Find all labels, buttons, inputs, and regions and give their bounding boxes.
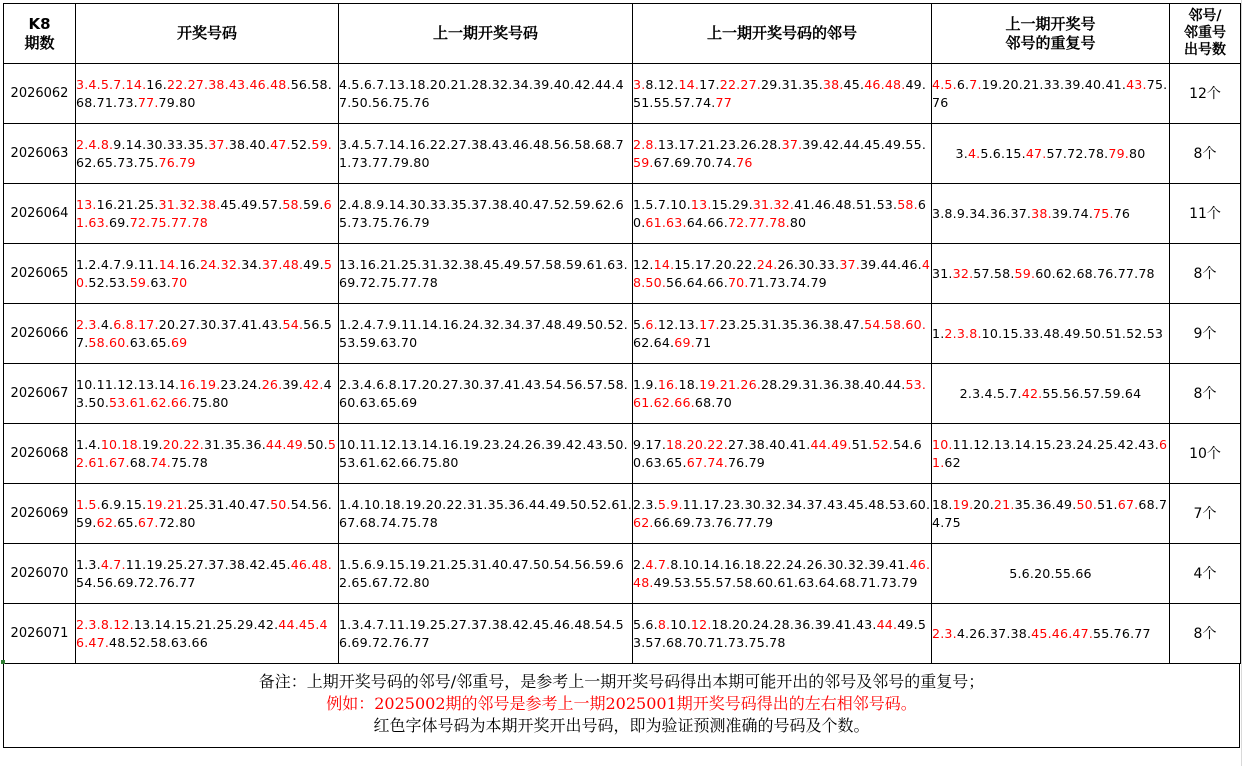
number-text: 20.	[973, 496, 994, 512]
number-text: 31.	[932, 265, 953, 281]
number-text: 75.80	[191, 394, 229, 410]
hit-number: 1.5.	[76, 496, 101, 512]
number-text: 31.35.36.	[204, 436, 266, 452]
hit-number: 8.	[657, 616, 671, 632]
number-text: 62.64.	[633, 334, 675, 350]
number-text: 4.	[100, 316, 114, 332]
hit-number: 52.	[872, 436, 893, 452]
number-text: 60.62.68.76.77.78	[1035, 265, 1155, 281]
hit-number: 22.27.38.43.46.48.	[166, 76, 291, 92]
number-text: 15.29.	[711, 196, 753, 212]
number-text: 41.46.48.51.53.	[794, 196, 898, 212]
number-text: 64.66.	[686, 214, 728, 230]
number-text: 29.31.35.	[761, 76, 823, 92]
hit-number: 54.	[282, 316, 304, 332]
draw-numbers	[76, 604, 339, 664]
hit-number: 32.	[952, 265, 974, 281]
hit-number: 13.	[76, 196, 97, 212]
number-text: 1.3.	[76, 556, 101, 572]
hit-number: 53.61.62.66.	[109, 394, 192, 410]
table-row	[4, 364, 1241, 424]
neighbor-numbers	[633, 244, 932, 304]
draw-numbers	[76, 364, 339, 424]
hit-number: 16.	[657, 376, 679, 392]
number-text: 54.60.63.65.	[633, 436, 922, 470]
number-text: 51.	[851, 436, 873, 452]
number-text: 57.58.	[973, 265, 1015, 281]
table-row	[4, 544, 1241, 604]
draw-numbers	[76, 124, 339, 184]
hit-number: 67.	[1117, 496, 1139, 512]
hit-number: 2.3.	[932, 625, 957, 641]
header-previous-draw: 上一期开奖号码	[339, 4, 633, 64]
number-text: 50.	[307, 436, 328, 452]
number-text: 5.	[633, 316, 646, 332]
neighbor-numbers	[633, 364, 932, 424]
header-hit-count: 邻号/ 邻重号 出号数	[1170, 4, 1241, 64]
issue-number: 2026064	[4, 184, 76, 244]
number-text: 8.10.14.16.18.22.24.26.30.32.39.41.	[670, 556, 910, 572]
number-text: 39.44.46.	[859, 256, 922, 272]
number-text: 1.	[932, 325, 945, 341]
hit-number: 26.	[261, 376, 283, 392]
draw-numbers	[76, 184, 339, 244]
issue-number: 2026065	[4, 244, 76, 304]
number-text: 11.19.25.27.37.38.42.45.	[125, 556, 291, 572]
number-text: 49.53.55.57.58.60.61.63.64.68.71.73.79	[653, 574, 918, 590]
number-text: 65.	[117, 514, 138, 530]
header-previous-neighbors: 上一期开奖号码的邻号	[633, 4, 932, 64]
notes-box	[3, 663, 1240, 748]
hit-number: 18.20.22.	[666, 436, 728, 452]
hit-number: 44.	[876, 616, 898, 632]
hit-number: 79.	[1108, 145, 1130, 161]
issue-number: 2026071	[4, 604, 76, 664]
number-text: 80	[1129, 145, 1146, 161]
number-text: 52.	[290, 136, 312, 152]
number-text: 5.6.15.	[980, 145, 1026, 161]
hit-count: 8个	[1170, 364, 1241, 424]
header-row	[4, 4, 1241, 64]
hit-number: 52.61.67.	[76, 436, 337, 470]
header-neighbor-repeats: 上一期开奖号 邻号的重复号	[932, 4, 1170, 64]
number-text: 43.50.	[76, 376, 332, 410]
hit-number: 20.22.	[162, 436, 205, 452]
number-text: 6.9.15.	[100, 496, 147, 512]
number-text: 39.42.44.45.49.55.	[802, 136, 927, 152]
hit-number: 21.	[993, 496, 1015, 512]
hit-number: 6.	[645, 316, 658, 332]
number-text: 18.20.24.28.36.39.41.43.	[711, 616, 877, 632]
neighbor-repeat-numbers	[932, 244, 1170, 304]
previous-draw-numbers: 1.4.10.18.19.20.22.31.35.36.44.49.50.52.61.67.68.74.75.78	[339, 484, 633, 544]
hit-number: 22.27.	[719, 76, 762, 92]
issue-number: 2026063	[4, 124, 76, 184]
number-text: 12.13.	[657, 316, 700, 332]
number-text: 20.27.30.37.41.43.	[158, 316, 283, 332]
hit-number: 59.	[311, 136, 333, 152]
hit-number: 72.75.77.78	[129, 214, 208, 230]
number-text: 5.6.	[633, 616, 658, 632]
number-text: 68.70	[694, 394, 732, 410]
number-text: 56.58.68.71.73.	[76, 76, 332, 110]
number-text: 72.80	[158, 514, 196, 530]
neighbor-numbers	[633, 424, 932, 484]
issue-number: 2026068	[4, 424, 76, 484]
number-text: 2.3.4.5.7.	[959, 385, 1022, 401]
number-text: 48.52.58.63.66	[109, 634, 208, 650]
table-row	[4, 424, 1241, 484]
number-text: 49.53.57.68.70.71.73.75.78	[633, 616, 927, 650]
neighbor-numbers	[633, 184, 932, 244]
hit-count: 10个	[1170, 424, 1241, 484]
number-text: 2.3.	[633, 496, 658, 512]
number-text: 17.	[699, 76, 720, 92]
hit-number: 14.	[158, 256, 180, 272]
number-text: 80	[789, 214, 807, 230]
number-text: 62.65.73.75.	[76, 154, 159, 170]
hit-number: 38.	[822, 76, 844, 92]
hit-count: 11个	[1170, 184, 1241, 244]
hit-number: 42.	[1021, 385, 1043, 401]
previous-draw-numbers: 4.5.6.7.13.18.20.21.28.32.34.39.40.42.44.47.50.56.75.76	[339, 64, 633, 124]
hit-count: 9个	[1170, 304, 1241, 364]
number-text: 56.64.66.	[666, 274, 728, 290]
number-text: 60.	[633, 196, 927, 230]
table-row	[4, 244, 1241, 304]
hit-number: 58.	[897, 196, 918, 212]
neighbor-numbers	[633, 544, 932, 604]
issue-number: 2026067	[4, 364, 76, 424]
draw-numbers	[76, 304, 339, 364]
hit-count: 7个	[1170, 484, 1241, 544]
number-text: 10.	[670, 616, 691, 632]
number-text: 63.	[150, 274, 171, 290]
hit-number: 4.5.	[932, 76, 957, 92]
neighbor-numbers	[633, 124, 932, 184]
hit-number: 43.	[1126, 76, 1147, 92]
neighbor-numbers	[633, 484, 932, 544]
neighbor-repeat-numbers	[932, 64, 1170, 124]
number-text: 8.12.	[645, 76, 679, 92]
number-text: 1.4.	[76, 436, 101, 452]
hit-number: 45.46.47.	[1031, 625, 1094, 641]
previous-draw-numbers: 2.3.4.6.8.17.20.27.30.37.41.43.54.56.57.58.60.63.65.69	[339, 364, 633, 424]
hit-number: 62.	[633, 514, 654, 530]
neighbor-repeat-numbers	[932, 184, 1170, 244]
hit-number: 10.18.	[100, 436, 143, 452]
number-text: 5.6.20.55.66	[1009, 565, 1092, 581]
hit-number: 53.61.62.66.	[633, 376, 927, 410]
number-text: 9.14.30.33.35.	[113, 136, 209, 152]
hit-number: 24.	[756, 256, 778, 272]
hit-number: 62.	[96, 514, 118, 530]
number-text: 23.24.	[220, 376, 262, 392]
hit-number: 2.3.	[76, 316, 101, 332]
number-text: 54.56.59.	[76, 496, 332, 530]
hit-number: 50.	[76, 256, 333, 290]
hit-number: 4.7.	[645, 556, 671, 572]
hit-number: 47.	[1025, 145, 1047, 161]
neighbor-repeat-numbers	[932, 364, 1170, 424]
number-text: 52.53.	[88, 274, 130, 290]
hit-number: 61.63.	[645, 214, 687, 230]
hit-number: 54.58.60.	[864, 316, 927, 332]
number-text: 19.20.21.33.39.40.41.	[981, 76, 1127, 92]
hit-number: 3.	[633, 76, 646, 92]
hit-number: 67.74.	[686, 454, 728, 470]
number-text: 68.	[129, 454, 151, 470]
header-issue: K8 期数	[4, 4, 76, 64]
number-text: 15.17.20.22.	[674, 256, 757, 272]
table-row	[4, 64, 1241, 124]
hit-number: 75.	[1093, 205, 1114, 221]
hit-number: 37.	[208, 136, 229, 152]
hit-number: 46.48.	[864, 76, 906, 92]
neighbor-repeat-numbers	[932, 484, 1170, 544]
hit-count: 12个	[1170, 64, 1241, 124]
previous-draw-numbers: 1.3.4.7.11.19.25.27.37.38.42.45.46.48.54.56.69.72.76.77	[339, 604, 633, 664]
issue-number: 2026069	[4, 484, 76, 544]
number-text: 45.	[843, 76, 865, 92]
number-text: 55.76.77	[1093, 625, 1151, 641]
number-text: 1.5.7.10.	[633, 196, 691, 212]
number-text: 26.30.33.	[777, 256, 840, 272]
hit-number: 69.	[674, 334, 695, 350]
table-row	[4, 604, 1241, 664]
number-text: 56.57.	[76, 316, 332, 350]
hit-number: 38.	[1031, 205, 1052, 221]
hit-number: 77	[715, 94, 732, 110]
number-text: 51.	[1097, 496, 1118, 512]
cell-corner-marker	[1, 660, 5, 664]
hit-number: 61.63.	[76, 196, 332, 230]
draw-numbers	[76, 64, 339, 124]
number-text: 49.	[303, 256, 324, 272]
previous-draw-numbers: 10.11.12.13.14.16.19.23.24.26.39.42.43.50.53.61.62.66.75.80	[339, 424, 633, 484]
hit-number: 44.49.	[265, 436, 308, 452]
number-text: 11.17.23.30.32.34.37.43.45.48.53.60.	[682, 496, 931, 512]
number-text: 11.12.13.14.15.23.24.25.42.43.	[952, 436, 1159, 452]
hit-number: 37.48.	[261, 256, 304, 272]
previous-draw-numbers: 2.4.8.9.14.30.33.35.37.38.40.47.52.59.62.65.73.75.76.79	[339, 184, 633, 244]
hit-number: 58.60.	[88, 334, 130, 350]
draw-numbers	[76, 544, 339, 604]
number-text: 76.79	[727, 454, 766, 470]
hit-number: 74.	[150, 454, 171, 470]
hit-number: 16.19.	[179, 376, 221, 392]
hit-number: 50.	[270, 496, 291, 512]
hit-number: 6.8.17.	[113, 316, 159, 332]
number-text: 62	[944, 454, 961, 470]
hit-count: 8个	[1170, 604, 1241, 664]
number-text: 18.	[932, 496, 953, 512]
hit-number: 76	[736, 154, 753, 170]
number-text: 54.56.69.72.76.77	[76, 574, 196, 590]
hit-number: 47.	[270, 136, 291, 152]
number-text: 75.78	[170, 454, 209, 470]
number-text: 28.29.31.36.38.40.44.	[761, 376, 906, 392]
hit-number: 50.	[1076, 496, 1098, 512]
number-text: 6.	[956, 76, 970, 92]
number-text: 71.73.74.79	[748, 274, 827, 290]
hit-number: 59.	[1014, 265, 1036, 281]
hit-number: 13.	[690, 196, 712, 212]
neighbor-repeat-numbers	[932, 124, 1170, 184]
note-line-1: 备注：上期开奖号码的邻号/邻重号，是参考上一期开奖号码得出本期可能开出的邻号及邻号的重复号；	[258, 672, 985, 691]
hit-number: 19.	[952, 496, 974, 512]
number-text: 66.69.73.76.77.79	[653, 514, 774, 530]
number-text: 10.15.33.48.49.50.51.52.53	[981, 325, 1164, 341]
number-text: 3.8.9.34.36.37.	[932, 205, 1032, 221]
hit-number: 59.	[633, 154, 654, 170]
hit-number: 69	[170, 334, 188, 350]
number-text: 35.36.49.	[1014, 496, 1077, 512]
hit-number: 4.7.	[100, 556, 126, 572]
number-text: 1.2.4.7.9.11.	[76, 256, 159, 272]
hit-number: 44.45.46.47.	[76, 616, 328, 650]
lottery-neighbor-table	[3, 3, 1241, 664]
hit-number: 17.	[699, 316, 720, 332]
hit-number: 42.	[302, 376, 324, 392]
neighbor-repeat-numbers	[932, 424, 1170, 484]
neighbor-repeat-numbers	[932, 604, 1170, 664]
hit-number: 2.3.8.12.	[76, 616, 134, 632]
number-text: 34.	[241, 256, 262, 272]
hit-number: 76.79	[158, 154, 196, 170]
number-text: 1.9.	[633, 376, 658, 392]
hit-count: 8个	[1170, 244, 1241, 304]
hit-number: 5.9.	[657, 496, 683, 512]
hit-number: 61.	[932, 436, 1168, 470]
table-row	[4, 304, 1241, 364]
number-text: 39.	[282, 376, 303, 392]
hit-number: 72.77.78.	[727, 214, 790, 230]
neighbor-numbers	[633, 304, 932, 364]
issue-number: 2026062	[4, 64, 76, 124]
number-text: 23.25.31.35.36.38.47.	[719, 316, 865, 332]
number-text: 18.	[678, 376, 700, 392]
hit-number: 70.	[727, 274, 749, 290]
hit-count: 4个	[1170, 544, 1241, 604]
hit-count: 8个	[1170, 124, 1241, 184]
number-text: 57.72.78.	[1046, 145, 1109, 161]
number-text: 79.80	[158, 94, 196, 110]
hit-number: 67.	[137, 514, 159, 530]
hit-number: 24.32.	[200, 256, 242, 272]
number-text: 10.11.12.13.14.	[76, 376, 180, 392]
hit-number: 31.32.	[752, 196, 795, 212]
previous-draw-numbers: 1.5.6.9.15.19.21.25.31.40.47.50.54.56.59.62.65.67.72.80	[339, 544, 633, 604]
previous-draw-numbers: 1.2.4.7.9.11.14.16.24.32.34.37.48.49.50.52.53.59.63.70	[339, 304, 633, 364]
hit-number: 77.	[137, 94, 159, 110]
number-text: 19.	[142, 436, 163, 452]
note-line-2: 例如：2025002期的邻号是参考上一期2025001期开奖号码得出的左右相邻号码。	[326, 694, 917, 713]
hit-number: 48.50.	[633, 256, 931, 290]
number-text: 16.	[146, 76, 167, 92]
number-text: 12.	[633, 256, 654, 272]
number-text: 38.40.	[228, 136, 271, 152]
draw-numbers	[76, 244, 339, 304]
draw-numbers	[76, 484, 339, 544]
note-line-3: 红色字体号码为本期开奖开出号码，即为验证预测准确的号码及个数。	[373, 716, 870, 735]
hit-number: 14.	[653, 256, 675, 272]
number-text: 69.	[109, 214, 130, 230]
previous-draw-numbers: 13.16.21.25.31.32.38.45.49.57.58.59.61.63.69.72.75.77.78	[339, 244, 633, 304]
hit-number: 37.	[781, 136, 803, 152]
neighbor-repeat-numbers	[932, 544, 1170, 604]
number-text: 9.17.	[633, 436, 667, 452]
hit-number: 44.49.	[810, 436, 852, 452]
number-text: 55.56.57.59.64	[1042, 385, 1142, 401]
hit-number: 7.	[969, 76, 982, 92]
issue-number: 2026066	[4, 304, 76, 364]
number-text: 71	[694, 334, 712, 350]
sheet-gridline	[1241, 0, 1242, 766]
number-text: 76	[1113, 205, 1131, 221]
hit-number: 70	[170, 274, 188, 290]
hit-number: 14.	[678, 76, 700, 92]
hit-number: 31.32.38.	[158, 196, 221, 212]
number-text: 39.74.	[1051, 205, 1094, 221]
hit-number: 2.3.8.	[944, 325, 982, 341]
number-text: 63.65.	[129, 334, 171, 350]
table-row	[4, 484, 1241, 544]
number-text: 4.26.37.38.	[956, 625, 1032, 641]
hit-number: 4.	[967, 145, 981, 161]
number-text: 49.51.55.57.74.	[633, 76, 927, 110]
hit-number: 19.21.	[146, 496, 188, 512]
hit-number: 3.4.5.7.14.	[76, 76, 147, 92]
number-text: 13.17.21.23.26.28.	[657, 136, 782, 152]
number-text: 68.74.75	[932, 496, 1168, 530]
table-row	[4, 184, 1241, 244]
hit-number: 19.21.	[699, 376, 741, 392]
number-text: 25.31.40.47.	[187, 496, 271, 512]
number-text: 67.69.70.74.	[653, 154, 737, 170]
neighbor-repeat-numbers	[932, 304, 1170, 364]
hit-number: 26.	[740, 376, 762, 392]
hit-number: 59.	[129, 274, 151, 290]
number-text: 3.	[955, 145, 968, 161]
hit-number: 10.	[932, 436, 953, 452]
hit-number: 2.8.	[633, 136, 658, 152]
number-text: 16.21.25.	[96, 196, 159, 212]
hit-number: 2.4.8.	[76, 136, 114, 152]
number-text: 45.49.57.	[220, 196, 283, 212]
number-text: 2.	[633, 556, 646, 572]
table-row	[4, 124, 1241, 184]
hit-number: 37.	[839, 256, 860, 272]
previous-draw-numbers: 3.4.5.7.14.16.22.27.38.43.46.48.56.58.68.71.73.77.79.80	[339, 124, 633, 184]
number-text: 59.	[302, 196, 324, 212]
hit-number: 58.	[282, 196, 303, 212]
hit-number: 12.	[690, 616, 712, 632]
neighbor-numbers	[633, 64, 932, 124]
number-text: 27.38.40.41.	[727, 436, 811, 452]
hit-number: 46.48.	[633, 556, 931, 590]
number-text: 75.76	[932, 76, 1168, 110]
neighbor-numbers	[633, 604, 932, 664]
issue-number: 2026070	[4, 544, 76, 604]
number-text: 16.	[179, 256, 200, 272]
header-draw-numbers: 开奖号码	[76, 4, 339, 64]
draw-numbers	[76, 424, 339, 484]
number-text: 13.14.15.21.25.29.42.	[133, 616, 279, 632]
hit-number: 46.48.	[290, 556, 332, 572]
